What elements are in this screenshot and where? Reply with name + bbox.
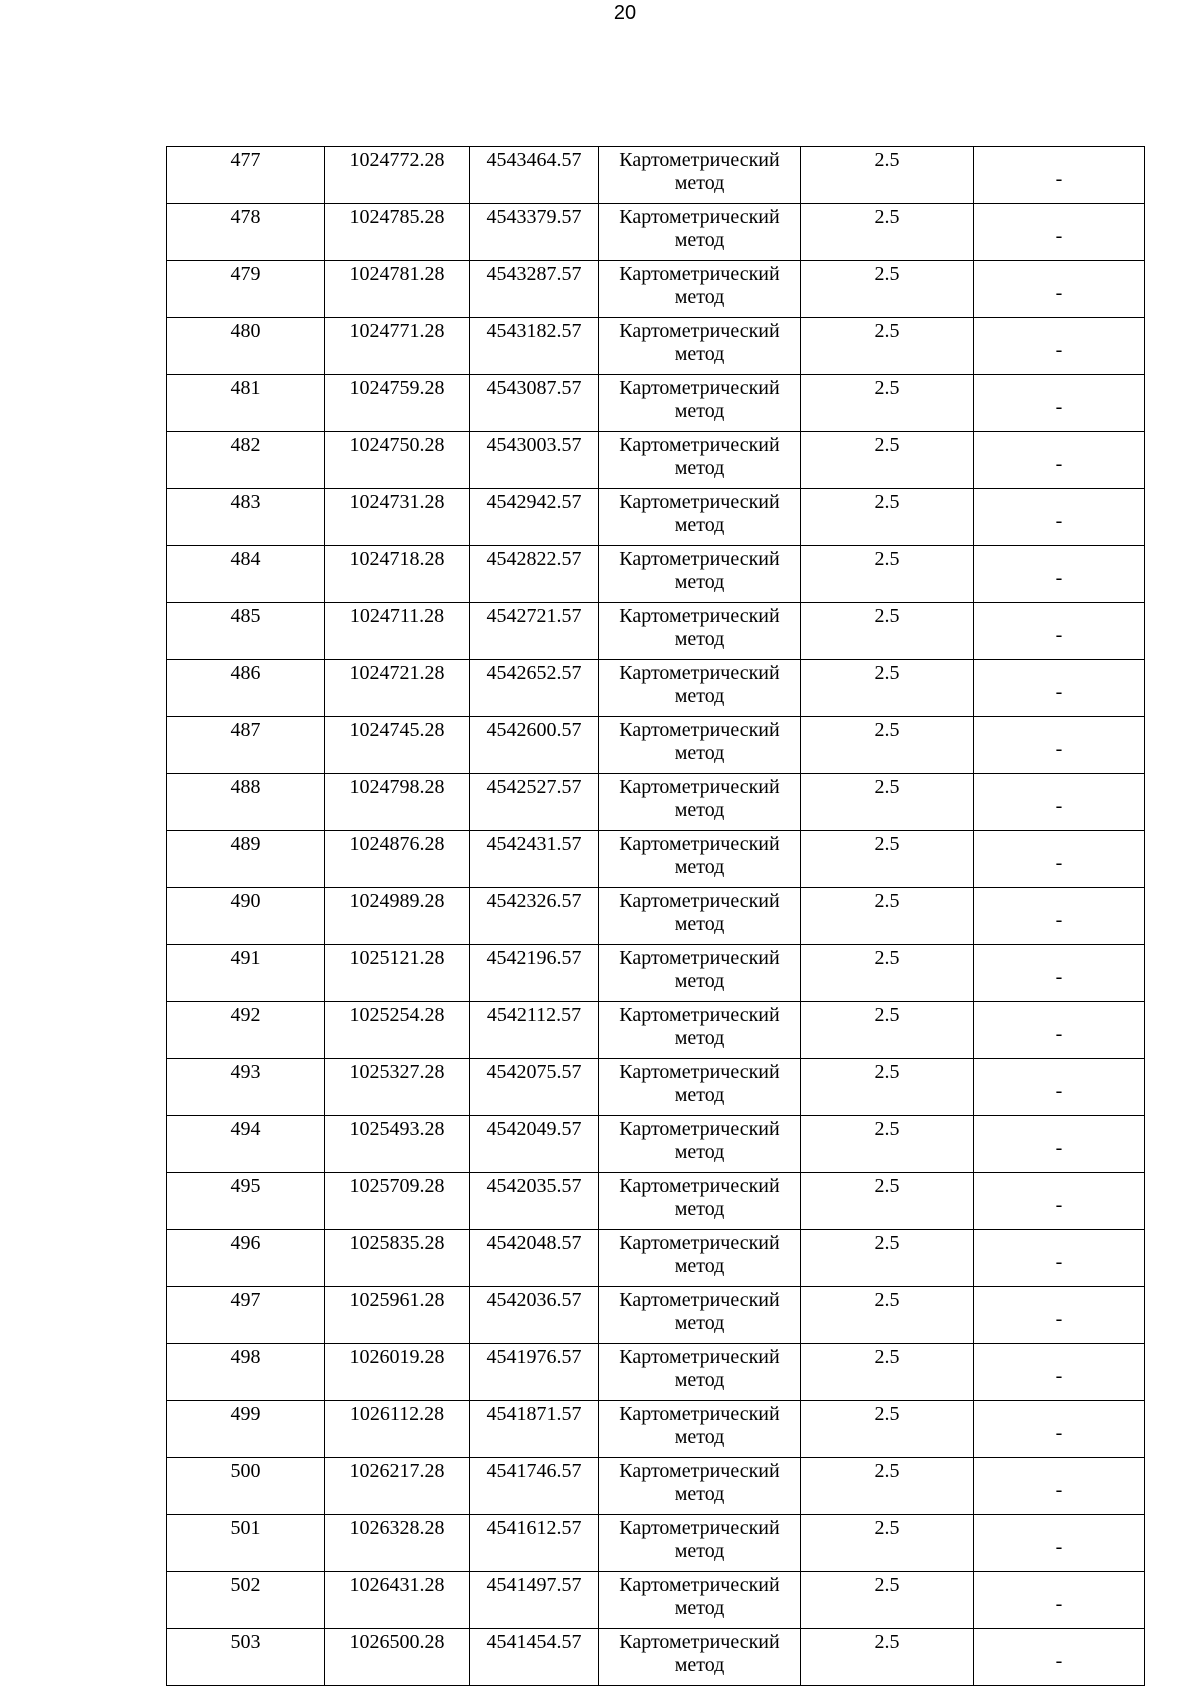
table-row bbox=[167, 318, 1145, 375]
point-number-cell: 481 bbox=[167, 375, 325, 432]
method-line-2: метод bbox=[674, 1198, 725, 1220]
table-row bbox=[167, 1515, 1145, 1572]
x-coordinate-cell: 1025835.28 bbox=[325, 1230, 470, 1287]
accuracy-cell: 2.5 bbox=[801, 1287, 974, 1344]
method-line-1: Картометрический bbox=[619, 1232, 780, 1254]
note-cell: - bbox=[974, 774, 1145, 831]
point-number-cell: 487 bbox=[167, 717, 325, 774]
method-line-2: метод bbox=[674, 1369, 725, 1391]
note-cell: - bbox=[974, 1458, 1145, 1515]
table-row bbox=[167, 717, 1145, 774]
note-cell: - bbox=[974, 1287, 1145, 1344]
y-coordinate-cell: 4542075.57 bbox=[470, 1059, 599, 1116]
method-cell bbox=[599, 888, 801, 945]
note-cell: - bbox=[974, 1116, 1145, 1173]
y-coordinate-cell: 4542196.57 bbox=[470, 945, 599, 1002]
table-row bbox=[167, 489, 1145, 546]
accuracy-cell: 2.5 bbox=[801, 717, 974, 774]
table-row bbox=[167, 603, 1145, 660]
accuracy-cell: 2.5 bbox=[801, 204, 974, 261]
y-coordinate-cell: 4542600.57 bbox=[470, 717, 599, 774]
point-number-cell: 503 bbox=[167, 1629, 325, 1686]
method-line-1: Картометрический bbox=[619, 149, 780, 171]
method-line-2: метод bbox=[674, 1483, 725, 1505]
method-cell bbox=[599, 660, 801, 717]
accuracy-cell: 2.5 bbox=[801, 945, 974, 1002]
x-coordinate-cell: 1024721.28 bbox=[325, 660, 470, 717]
note-cell: - bbox=[974, 261, 1145, 318]
table-row bbox=[167, 1059, 1145, 1116]
note-cell: - bbox=[974, 489, 1145, 546]
x-coordinate-cell: 1025327.28 bbox=[325, 1059, 470, 1116]
y-coordinate-cell: 4543087.57 bbox=[470, 375, 599, 432]
method-line-1: Картометрический bbox=[619, 1118, 780, 1140]
method-cell bbox=[599, 1629, 801, 1686]
accuracy-cell: 2.5 bbox=[801, 1173, 974, 1230]
method-cell bbox=[599, 1287, 801, 1344]
method-line-2: метод bbox=[674, 799, 725, 821]
point-number-cell: 479 bbox=[167, 261, 325, 318]
table-row bbox=[167, 375, 1145, 432]
x-coordinate-cell: 1024731.28 bbox=[325, 489, 470, 546]
method-line-2: метод bbox=[674, 1312, 725, 1334]
accuracy-cell: 2.5 bbox=[801, 1059, 974, 1116]
method-line-1: Картометрический bbox=[619, 548, 780, 570]
method-line-1: Картометрический bbox=[619, 1517, 780, 1539]
method-cell bbox=[599, 774, 801, 831]
point-number-cell: 492 bbox=[167, 1002, 325, 1059]
method-line-1: Картометрический bbox=[619, 1574, 780, 1596]
x-coordinate-cell: 1026217.28 bbox=[325, 1458, 470, 1515]
method-cell bbox=[599, 546, 801, 603]
table-row bbox=[167, 1287, 1145, 1344]
y-coordinate-cell: 4542049.57 bbox=[470, 1116, 599, 1173]
note-cell: - bbox=[974, 1401, 1145, 1458]
x-coordinate-cell: 1025709.28 bbox=[325, 1173, 470, 1230]
y-coordinate-cell: 4541976.57 bbox=[470, 1344, 599, 1401]
accuracy-cell: 2.5 bbox=[801, 774, 974, 831]
y-coordinate-cell: 4541746.57 bbox=[470, 1458, 599, 1515]
method-line-1: Картометрический bbox=[619, 1289, 780, 1311]
y-coordinate-cell: 4542035.57 bbox=[470, 1173, 599, 1230]
method-line-1: Картометрический bbox=[619, 605, 780, 627]
x-coordinate-cell: 1026112.28 bbox=[325, 1401, 470, 1458]
method-line-1: Картометрический bbox=[619, 206, 780, 228]
page-number: 20 bbox=[613, 2, 637, 24]
accuracy-cell: 2.5 bbox=[801, 831, 974, 888]
table-row bbox=[167, 1629, 1145, 1686]
method-line-1: Картометрический bbox=[619, 662, 780, 684]
accuracy-cell: 2.5 bbox=[801, 1002, 974, 1059]
method-cell bbox=[599, 1458, 801, 1515]
method-cell bbox=[599, 603, 801, 660]
method-cell bbox=[599, 1572, 801, 1629]
point-number-cell: 480 bbox=[167, 318, 325, 375]
method-line-1: Картометрический bbox=[619, 1631, 780, 1653]
accuracy-cell: 2.5 bbox=[801, 1629, 974, 1686]
method-line-2: метод bbox=[674, 856, 725, 878]
method-cell bbox=[599, 717, 801, 774]
y-coordinate-cell: 4542048.57 bbox=[470, 1230, 599, 1287]
accuracy-cell: 2.5 bbox=[801, 147, 974, 204]
table-row bbox=[167, 204, 1145, 261]
accuracy-cell: 2.5 bbox=[801, 603, 974, 660]
point-number-cell: 494 bbox=[167, 1116, 325, 1173]
y-coordinate-cell: 4542112.57 bbox=[470, 1002, 599, 1059]
method-line-1: Картометрический bbox=[619, 434, 780, 456]
y-coordinate-cell: 4542326.57 bbox=[470, 888, 599, 945]
note-cell: - bbox=[974, 1344, 1145, 1401]
note-cell: - bbox=[974, 375, 1145, 432]
method-line-1: Картометрический bbox=[619, 1460, 780, 1482]
point-number-cell: 493 bbox=[167, 1059, 325, 1116]
point-number-cell: 485 bbox=[167, 603, 325, 660]
accuracy-cell: 2.5 bbox=[801, 318, 974, 375]
method-line-2: метод bbox=[674, 1084, 725, 1106]
point-number-cell: 497 bbox=[167, 1287, 325, 1344]
method-line-2: метод bbox=[674, 913, 725, 935]
x-coordinate-cell: 1024718.28 bbox=[325, 546, 470, 603]
accuracy-cell: 2.5 bbox=[801, 1230, 974, 1287]
x-coordinate-cell: 1024711.28 bbox=[325, 603, 470, 660]
point-number-cell: 490 bbox=[167, 888, 325, 945]
x-coordinate-cell: 1024750.28 bbox=[325, 432, 470, 489]
y-coordinate-cell: 4541497.57 bbox=[470, 1572, 599, 1629]
table-row bbox=[167, 432, 1145, 489]
note-cell: - bbox=[974, 1629, 1145, 1686]
x-coordinate-cell: 1026019.28 bbox=[325, 1344, 470, 1401]
y-coordinate-cell: 4542652.57 bbox=[470, 660, 599, 717]
note-cell: - bbox=[974, 318, 1145, 375]
x-coordinate-cell: 1024785.28 bbox=[325, 204, 470, 261]
table-row bbox=[167, 147, 1145, 204]
accuracy-cell: 2.5 bbox=[801, 261, 974, 318]
note-cell: - bbox=[974, 1230, 1145, 1287]
method-line-2: метод bbox=[674, 1654, 725, 1676]
note-cell: - bbox=[974, 147, 1145, 204]
table-row bbox=[167, 774, 1145, 831]
table-row bbox=[167, 1173, 1145, 1230]
y-coordinate-cell: 4542431.57 bbox=[470, 831, 599, 888]
method-line-1: Картометрический bbox=[619, 1175, 780, 1197]
y-coordinate-cell: 4543182.57 bbox=[470, 318, 599, 375]
accuracy-cell: 2.5 bbox=[801, 489, 974, 546]
note-cell: - bbox=[974, 660, 1145, 717]
accuracy-cell: 2.5 bbox=[801, 432, 974, 489]
method-line-2: метод bbox=[674, 514, 725, 536]
x-coordinate-cell: 1025961.28 bbox=[325, 1287, 470, 1344]
method-cell bbox=[599, 1116, 801, 1173]
table-row bbox=[167, 945, 1145, 1002]
table-row bbox=[167, 1458, 1145, 1515]
method-cell bbox=[599, 1344, 801, 1401]
x-coordinate-cell: 1024771.28 bbox=[325, 318, 470, 375]
method-line-2: метод bbox=[674, 1426, 725, 1448]
x-coordinate-cell: 1024876.28 bbox=[325, 831, 470, 888]
table-row bbox=[167, 660, 1145, 717]
method-line-1: Картометрический bbox=[619, 719, 780, 741]
table-row bbox=[167, 888, 1145, 945]
method-cell bbox=[599, 318, 801, 375]
method-cell bbox=[599, 831, 801, 888]
point-number-cell: 502 bbox=[167, 1572, 325, 1629]
method-line-1: Картометрический bbox=[619, 1403, 780, 1425]
method-line-2: метод bbox=[674, 1540, 725, 1562]
method-cell bbox=[599, 1059, 801, 1116]
accuracy-cell: 2.5 bbox=[801, 660, 974, 717]
y-coordinate-cell: 4543287.57 bbox=[470, 261, 599, 318]
method-line-1: Картометрический bbox=[619, 377, 780, 399]
method-line-2: метод bbox=[674, 685, 725, 707]
table-row bbox=[167, 1230, 1145, 1287]
note-cell: - bbox=[974, 1059, 1145, 1116]
point-number-cell: 489 bbox=[167, 831, 325, 888]
method-line-1: Картометрический bbox=[619, 263, 780, 285]
method-line-1: Картометрический bbox=[619, 890, 780, 912]
method-line-1: Картометрический bbox=[619, 833, 780, 855]
method-line-2: метод bbox=[674, 172, 725, 194]
y-coordinate-cell: 4543003.57 bbox=[470, 432, 599, 489]
y-coordinate-cell: 4542036.57 bbox=[470, 1287, 599, 1344]
note-cell: - bbox=[974, 945, 1145, 1002]
accuracy-cell: 2.5 bbox=[801, 375, 974, 432]
method-line-2: метод bbox=[674, 457, 725, 479]
y-coordinate-cell: 4541612.57 bbox=[470, 1515, 599, 1572]
table-row bbox=[167, 1344, 1145, 1401]
method-cell bbox=[599, 261, 801, 318]
note-cell: - bbox=[974, 546, 1145, 603]
method-line-2: метод bbox=[674, 343, 725, 365]
x-coordinate-cell: 1024759.28 bbox=[325, 375, 470, 432]
note-cell: - bbox=[974, 717, 1145, 774]
method-line-2: метод bbox=[674, 400, 725, 422]
method-cell bbox=[599, 432, 801, 489]
coordinates-table-body bbox=[167, 147, 1145, 1686]
method-line-2: метод bbox=[674, 286, 725, 308]
method-line-1: Картометрический bbox=[619, 1061, 780, 1083]
x-coordinate-cell: 1024781.28 bbox=[325, 261, 470, 318]
x-coordinate-cell: 1026500.28 bbox=[325, 1629, 470, 1686]
point-number-cell: 488 bbox=[167, 774, 325, 831]
point-number-cell: 498 bbox=[167, 1344, 325, 1401]
method-line-2: метод bbox=[674, 1255, 725, 1277]
table-row bbox=[167, 1572, 1145, 1629]
y-coordinate-cell: 4543379.57 bbox=[470, 204, 599, 261]
method-cell bbox=[599, 1515, 801, 1572]
accuracy-cell: 2.5 bbox=[801, 1572, 974, 1629]
method-cell bbox=[599, 1002, 801, 1059]
point-number-cell: 483 bbox=[167, 489, 325, 546]
note-cell: - bbox=[974, 1515, 1145, 1572]
y-coordinate-cell: 4542942.57 bbox=[470, 489, 599, 546]
table-row bbox=[167, 546, 1145, 603]
method-cell bbox=[599, 147, 801, 204]
method-line-2: метод bbox=[674, 1141, 725, 1163]
method-cell bbox=[599, 945, 801, 1002]
note-cell: - bbox=[974, 1002, 1145, 1059]
point-number-cell: 477 bbox=[167, 147, 325, 204]
coordinates-table bbox=[166, 146, 1145, 1686]
x-coordinate-cell: 1025121.28 bbox=[325, 945, 470, 1002]
point-number-cell: 484 bbox=[167, 546, 325, 603]
method-line-2: метод bbox=[674, 229, 725, 251]
method-cell bbox=[599, 375, 801, 432]
accuracy-cell: 2.5 bbox=[801, 888, 974, 945]
note-cell: - bbox=[974, 1173, 1145, 1230]
table-row bbox=[167, 261, 1145, 318]
x-coordinate-cell: 1024745.28 bbox=[325, 717, 470, 774]
method-line-2: метод bbox=[674, 970, 725, 992]
method-line-2: метод bbox=[674, 628, 725, 650]
point-number-cell: 496 bbox=[167, 1230, 325, 1287]
point-number-cell: 478 bbox=[167, 204, 325, 261]
method-line-1: Картометрический bbox=[619, 1004, 780, 1026]
note-cell: - bbox=[974, 204, 1145, 261]
method-line-2: метод bbox=[674, 742, 725, 764]
accuracy-cell: 2.5 bbox=[801, 1401, 974, 1458]
point-number-cell: 491 bbox=[167, 945, 325, 1002]
point-number-cell: 482 bbox=[167, 432, 325, 489]
note-cell: - bbox=[974, 432, 1145, 489]
table-row bbox=[167, 831, 1145, 888]
method-cell bbox=[599, 489, 801, 546]
accuracy-cell: 2.5 bbox=[801, 1515, 974, 1572]
x-coordinate-cell: 1026431.28 bbox=[325, 1572, 470, 1629]
method-line-1: Картометрический bbox=[619, 776, 780, 798]
method-line-1: Картометрический bbox=[619, 947, 780, 969]
accuracy-cell: 2.5 bbox=[801, 1458, 974, 1515]
y-coordinate-cell: 4543464.57 bbox=[470, 147, 599, 204]
note-cell: - bbox=[974, 603, 1145, 660]
table-row bbox=[167, 1116, 1145, 1173]
note-cell: - bbox=[974, 831, 1145, 888]
accuracy-cell: 2.5 bbox=[801, 1116, 974, 1173]
note-cell: - bbox=[974, 1572, 1145, 1629]
accuracy-cell: 2.5 bbox=[801, 1344, 974, 1401]
x-coordinate-cell: 1024989.28 bbox=[325, 888, 470, 945]
x-coordinate-cell: 1025254.28 bbox=[325, 1002, 470, 1059]
point-number-cell: 500 bbox=[167, 1458, 325, 1515]
method-line-1: Картометрический bbox=[619, 491, 780, 513]
x-coordinate-cell: 1025493.28 bbox=[325, 1116, 470, 1173]
point-number-cell: 495 bbox=[167, 1173, 325, 1230]
table-row bbox=[167, 1401, 1145, 1458]
method-line-2: метод bbox=[674, 1027, 725, 1049]
method-line-2: метод bbox=[674, 571, 725, 593]
x-coordinate-cell: 1024772.28 bbox=[325, 147, 470, 204]
accuracy-cell: 2.5 bbox=[801, 546, 974, 603]
method-cell bbox=[599, 1230, 801, 1287]
method-line-1: Картометрический bbox=[619, 1346, 780, 1368]
method-cell bbox=[599, 204, 801, 261]
point-number-cell: 486 bbox=[167, 660, 325, 717]
note-cell: - bbox=[974, 888, 1145, 945]
method-line-2: метод bbox=[674, 1597, 725, 1619]
point-number-cell: 501 bbox=[167, 1515, 325, 1572]
y-coordinate-cell: 4542527.57 bbox=[470, 774, 599, 831]
method-line-1: Картометрический bbox=[619, 320, 780, 342]
point-number-cell: 499 bbox=[167, 1401, 325, 1458]
y-coordinate-cell: 4542822.57 bbox=[470, 546, 599, 603]
y-coordinate-cell: 4542721.57 bbox=[470, 603, 599, 660]
method-cell bbox=[599, 1173, 801, 1230]
x-coordinate-cell: 1024798.28 bbox=[325, 774, 470, 831]
y-coordinate-cell: 4541454.57 bbox=[470, 1629, 599, 1686]
method-cell bbox=[599, 1401, 801, 1458]
table-row bbox=[167, 1002, 1145, 1059]
x-coordinate-cell: 1026328.28 bbox=[325, 1515, 470, 1572]
y-coordinate-cell: 4541871.57 bbox=[470, 1401, 599, 1458]
